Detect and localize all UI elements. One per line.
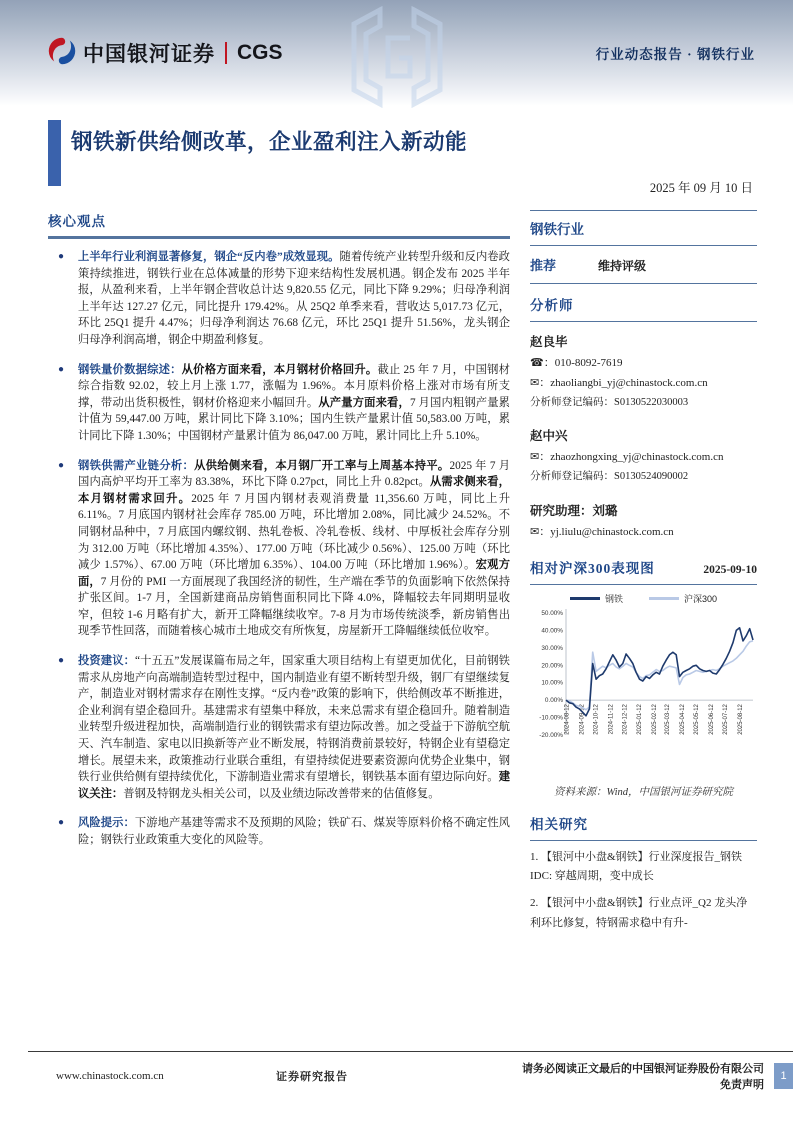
svg-text:2024-11-12: 2024-11-12: [608, 704, 615, 735]
svg-text:2024-09-12: 2024-09-12: [579, 704, 586, 735]
brand-name-cn: 中国银河证券: [83, 43, 215, 66]
core-bullet: [48, 249, 510, 349]
related-research-item[interactable]: 1. 【银河中小盘&钢铁】行业深度报告_钢铁 IDC: 穿越周期，变中成长: [530, 850, 743, 883]
svg-text:0.00%: 0.00%: [544, 697, 563, 705]
bullet-segment: 7 月国内粗钢产量累计值为 59,447.00 万吨，累计同比下降 3.10%；国内生铁产量累计值 50,583.00 万吨，累计同比下降 1.30%；中国钢材产量累计值为 86,047.00 万吨，累计同比上升 5.10%。: [78, 396, 510, 442]
title-block: [0, 106, 793, 186]
chart-source: 资料来源：Wind，中国银河证券研究院: [553, 786, 734, 798]
related-research-heading: 相关研究: [530, 816, 588, 832]
analyst-registration-code: 分析师登记编码：S0130522030003: [530, 396, 689, 408]
core-bullet: [48, 815, 510, 848]
footer-report-type: 证券研究报告: [276, 1071, 348, 1083]
performance-chart-heading: 相对沪深300表现图: [530, 560, 655, 576]
svg-text:2025-06-12: 2025-06-12: [708, 704, 715, 735]
core-views-heading: 核心观点: [48, 214, 106, 229]
core-views-rule: [48, 236, 510, 239]
legend-item: [570, 592, 623, 605]
core-bullet: [48, 458, 510, 641]
svg-text:2025-08-12: 2025-08-12: [737, 704, 744, 735]
page-title: 钢铁新供给侧改革，企业盈利注入新动能: [71, 130, 468, 154]
bullet-segment: 从需求侧来看，本月钢材需求回升。: [78, 476, 510, 505]
report-type-label: 行业动态报告 · 钢铁行业: [595, 47, 755, 62]
analyst-phone: [530, 354, 757, 374]
mail-icon: ✉：: [530, 526, 551, 539]
mail-icon: ✉：: [530, 451, 551, 464]
bullet-segment: 风险提示：: [78, 817, 135, 830]
svg-text:2025-01-12: 2025-01-12: [637, 704, 644, 735]
svg-text:2024-12-12: 2024-12-12: [622, 704, 629, 735]
related-research-item[interactable]: 2. 【银河中小盘&钢铁】行业点评_Q2 龙头净利环比修复，特钢需求稳中有升-: [530, 897, 748, 929]
bullet-segment: 截止 25 年 7 月，中国钢材综合指数 92.02，较上月上涨 1.77，涨幅为 1.96%。本月原料价格上涨对市场有所支撑，带动出货积极性，钢材价格迎来小幅回升。: [78, 363, 510, 409]
bullet-segment: 钢铁量价数据综述：: [78, 363, 182, 376]
main-column: [48, 210, 510, 941]
svg-text:-20.00%: -20.00%: [539, 731, 563, 739]
svg-text:-10.00%: -10.00%: [539, 714, 563, 722]
sidebar-rule: [530, 321, 757, 322]
galaxy-logo-icon: [48, 37, 76, 70]
bullet-icon: ●: [58, 459, 65, 471]
chart-legend: [530, 592, 757, 605]
rating-row: [530, 253, 757, 276]
legend-item: [649, 592, 717, 605]
bullet-segment: 2025 年 7 月国内钢材表观消费量 11,356.60 万吨，同比上升 6.11%。7 月底国内钢材社会库存 785.00 万吨，环比增加 2.08%，同比减少 24.52%。不同钢材品种中，7 月底国内螺纹钢、热轧卷板、冷轧卷板、线材、中厚板社会库存分别为 312.00 万吨（环比增加 4.35%）、177.00 万吨（环比减少 0.56%）、125.00 万吨（环比减少 1.57%）、67.00 万吨（环比增加 6.35%）、104.00 万吨（环比增加 1.96%）。: [78, 492, 510, 572]
sidebar: [530, 210, 757, 941]
svg-text:2024-08-12: 2024-08-12: [564, 704, 571, 735]
analyst-name: 研究助理：刘璐: [530, 504, 618, 519]
bullet-icon: ●: [58, 251, 65, 262]
phone-icon: ☎：: [530, 357, 555, 369]
mail-icon: ✉：: [530, 376, 551, 389]
svg-text:2025-03-12: 2025-03-12: [665, 704, 672, 735]
analyst-name: 赵良毕: [530, 335, 568, 349]
legend-label: 沪深300: [683, 593, 718, 604]
related-research-list: [530, 848, 757, 933]
email-address[interactable]: yj.liulu@chinastock.com.cn: [550, 526, 674, 539]
analyst-block: [530, 501, 757, 543]
brand-name-en: CGS: [237, 41, 283, 64]
performance-chart-svg: [530, 605, 757, 777]
bullet-segment: 2025 年 7 月国内高炉平均开工率为 83.38%，环比下降 0.27pct，同比上升 0.82pct。: [78, 459, 510, 489]
title-accent-bar: [48, 120, 61, 186]
bullet-segment: 普钢及特钢龙头相关公司，以及业绩边际改善带来的估值修复。: [123, 787, 440, 800]
page-header: [0, 0, 793, 106]
analyst-email[interactable]: [530, 374, 757, 394]
svg-text:2025-05-12: 2025-05-12: [694, 704, 701, 735]
svg-text:50.00%: 50.00%: [541, 609, 563, 617]
rating-status: 维持评级: [598, 259, 647, 273]
bullet-icon: ●: [58, 655, 65, 667]
analyst-heading: 分析师: [530, 298, 574, 313]
bullet-icon: ●: [58, 363, 65, 375]
analyst-list: [530, 332, 757, 543]
svg-text:2025-02-12: 2025-02-12: [651, 704, 658, 735]
bullet-segment: 从供给侧来看，本月钢厂开工率与上周基本持平。: [194, 459, 450, 472]
sidebar-top-rule: [530, 210, 757, 211]
analyst-block: [530, 426, 757, 487]
industry-label: 钢铁行业: [530, 222, 584, 237]
legend-label: 钢铁: [604, 593, 623, 604]
core-bullets: [48, 249, 510, 849]
svg-text:20.00%: 20.00%: [541, 662, 563, 670]
bullet-segment: 上半年行业利润显著修复，钢企“反内卷”成效显现。: [78, 251, 340, 263]
bullet-text: [78, 362, 510, 445]
footer-site-link[interactable]: www.chinastock.com.cn: [56, 1070, 164, 1082]
analyst-email[interactable]: [530, 448, 757, 468]
page-footer: [28, 1051, 793, 1092]
analyst-email[interactable]: [530, 523, 757, 543]
svg-text:2025-04-12: 2025-04-12: [679, 704, 686, 735]
bullet-segment: 从产量方面来看，: [318, 396, 410, 409]
bullet-segment: 随着传统产业转型升级和反内卷政策持续推进，钢铁行业在总体减量的形势下迎来结构性发展机遇。钢企发布 2025 半年报，从盈利来看，上半年钢企营收总计达 9,820.55 亿元，同比下降 9.29%；归母净利润上半年达 127.27 亿元，同比提升 179.42%。从 25Q2 单季来看，营收达 5,017.73 亿元，环比 25Q1 提升 4.47%；归母净利润达 76.68 亿元，环比 25Q1 提升 51.56%，龙头钢企归母净利润高增，钢企中期盈利修复。: [78, 251, 510, 346]
analyst-block: [530, 332, 757, 412]
performance-chart-date: 2025-09-10: [703, 563, 757, 576]
bullet-segment: “十五五”发展谋篇布局之年，国家重大项目结构上有望更加优化，目前钢铁需求从房地产向高端制造转型过程中，国内制造业有望不断转型升级，钢厂有望继续复产，制造业对钢材需求存在刚性支撑。“反内卷”政策的影响下，供给侧改革不断推进，企业利润有望企稳回升。基建需求有望集中释放，未来总需求有望企稳回升。随着制造业转型升级进程加快，高端制造行业的钢铁需求有望边际改善。加之受益于下游航空航天、汽车制造、家电以旧换新等产业不断发展，特钢消费前景较好，特钢企业有望稳定增长。展望未来，政策推动行业联合重组，有望持续促进要素资源向优势企业集中，钢铁行业供给侧有望持续优化，下游制造业需求有望增长，钢铁基本面有望边际向好。: [78, 655, 510, 784]
bullet-segment: 钢铁供需产业链分析：: [78, 459, 195, 472]
legend-line-icon: [570, 597, 600, 600]
footer-disclaimer: 请务必阅读正文最后的中国银河证券股份有限公司免责声明: [522, 1063, 764, 1091]
legend-line-icon: [649, 597, 679, 600]
bullet-segment: 从价格方面来看，本月钢材价格回升。: [181, 363, 378, 376]
page-number-badge: 1: [774, 1063, 793, 1089]
bullet-segment: 建议关注：: [78, 771, 510, 800]
email-address[interactable]: zhaozhongxing_yj@chinastock.com.cn: [550, 451, 724, 464]
sidebar-rule: [530, 245, 757, 246]
svg-text:30.00%: 30.00%: [541, 644, 563, 652]
svg-text:2025-07-12: 2025-07-12: [723, 704, 730, 735]
brand: [48, 37, 283, 70]
analyst-name: 赵中兴: [530, 429, 568, 444]
bullet-text: [78, 653, 510, 802]
bullet-icon: ●: [58, 817, 65, 829]
report-date: 2025 年 09 月 10 日: [649, 181, 753, 195]
analyst-registration-code: 分析师登记编码：S0130524090002: [530, 471, 689, 483]
svg-text:40.00%: 40.00%: [541, 627, 563, 635]
core-bullet: [48, 653, 510, 802]
bullet-text: [78, 815, 510, 848]
svg-text:2024-10-12: 2024-10-12: [593, 704, 600, 735]
sidebar-rule: [530, 283, 757, 284]
bullet-segment: 投资建议：: [78, 655, 136, 668]
bullet-segment: 宏观方面，: [78, 559, 510, 588]
rating-label: 推荐: [530, 258, 557, 273]
email-address[interactable]: zhaoliangbi_yj@chinastock.com.cn: [550, 376, 708, 389]
sidebar-rule: [530, 584, 757, 585]
bullet-segment: 7 月份的 PMI 一方面展现了我国经济的韧性，生产端在季节的负面影响下依然保持扩张区间。1-7 月，全国新建商品房销售面积同比下降 4.0%，降幅较去年同期明显收窄，但较 1-6 月略有扩大，新开工降幅继续收窄。7-8 月为市场传统淡季，新房销售出现季节性回落，而随着核心城市土地成交有所恢复，房屋新开工降幅继续低位收窄。: [78, 575, 510, 638]
bullet-segment: 下游地产基建等需求不及预期的风险；铁矿石、煤炭等原料价格不确定性风险；钢铁行业政策重大变化的风险等。: [78, 817, 510, 846]
core-bullet: [48, 362, 510, 445]
bullet-text: [78, 249, 510, 349]
sidebar-rule: [530, 840, 757, 841]
phone-number: 010-8092-7619: [554, 357, 623, 369]
bullet-text: [78, 458, 510, 641]
svg-text:10.00%: 10.00%: [541, 679, 563, 687]
brand-divider: [225, 42, 227, 64]
